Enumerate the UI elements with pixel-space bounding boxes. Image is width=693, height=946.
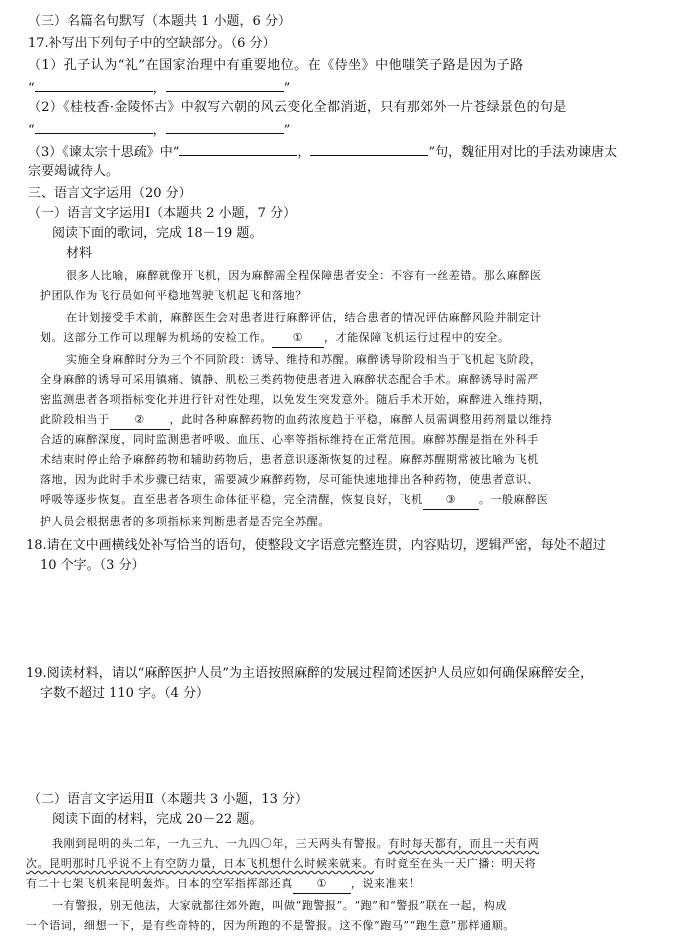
material-paragraph-3-line-9: 护人员会根据患者的多项指标来判断患者是否完全苏醒。: [40, 515, 330, 528]
question-17-title: 17.补写出下列句子中的空缺部分。（6 分）: [28, 36, 276, 51]
question-17-item-1: （1）孔子认为“礼”在国家治理中有重要地位。在《侍坐》中他嗤笑子路是因为子路: [28, 58, 524, 73]
text: 。一般麻醉医: [478, 493, 549, 506]
material-paragraph-1-line-1: 很多人比喻，麻醉就像开飞机，因为麻醉需全程保障患者安全：不容有一丝差错。那么麻醉医: [66, 269, 542, 282]
text: ，才能保障飞机运行过程中的安全。: [324, 331, 510, 344]
text: 此阶段相当于: [40, 413, 110, 426]
passage-paragraph-2-line-2: 一个语词，细想一下，是有些奇特的，因为所跑的不是警报。这不像“跑马”“跑生意”那样通顺。: [26, 919, 515, 932]
answer-blank[interactable]: [35, 78, 153, 92]
material-label: 材料: [66, 246, 93, 261]
passage-paragraph-1-line-3: [26, 874, 420, 894]
subsection-2-heading: （二）语言文字运用Ⅱ（本题共 3 小题，13 分）: [28, 792, 309, 807]
question-17-item-2: （2）《桂枝香·金陵怀古》中叙写六朝的风云变化全都消逝，只有那郊外一片苍绿景色的句是: [28, 100, 567, 115]
material-paragraph-1-line-2: 护团队作为飞行员如何平稳地驾驶飞机起飞和落地？: [40, 289, 307, 302]
text: 有二十七架飞机来昆明轰炸。日本的空军指挥部还真: [26, 877, 293, 890]
text: ，此时各种麻醉药物的血药浓度趋于平稳，麻醉人员需调整用药剂量以维持: [169, 413, 553, 426]
passage-blank-1[interactable]: ①: [293, 874, 351, 894]
wavy-underlined-text: 次。昆明那时几乎说不上有空防力量，日本飞机想什么时候来就来。: [26, 857, 374, 870]
subsection-1-instruction: 阅读下面的歌词，完成 18－19 题。: [52, 226, 263, 241]
subsection-1-heading: （一）语言文字运用Ⅰ（本题共 2 小题，7 分）: [28, 206, 297, 221]
question-19-line-1: 19.阅读材料，请以“麻醉医护人员”为主语按照麻醉的发展过程简述医护人员应如何确保麻醉安全，: [26, 666, 593, 681]
question-17-item-3: （3）《谏太宗十思疏》中“ ， ”句，魏征用对比的手法劝谏唐太: [28, 142, 617, 163]
question-17-item-2-blanks: “ ， ”: [28, 120, 290, 141]
text: 划。这部分工作可以理解为机场的安检工作。: [40, 331, 272, 344]
question-19-line-2: 字数不超过 110 字。（4 分）: [40, 686, 209, 701]
material-paragraph-3-line-1: 实施全身麻醉时分为三个不同阶段：诱导、维持和苏醒。麻醉诱导阶段相当于飞机起飞阶段，: [66, 353, 542, 366]
answer-blank[interactable]: [310, 142, 428, 156]
text: 我刚到昆明的头二年，一九三九、一九四〇年，三天两头有警报。: [52, 837, 389, 850]
question-18-answer-area[interactable]: [40, 580, 660, 660]
passage-paragraph-1-line-1: [52, 834, 539, 853]
item-3-text-b: ”句，魏征用对比的手法劝谏唐太: [428, 145, 618, 160]
material-paragraph-3-line-5: 合适的麻醉深度，同时监测患者呼吸、血压、心率等指标维持在正常范围。麻醉苏醒是指在外科手: [40, 433, 539, 446]
question-18-line-2: 10 个字。（3 分）: [40, 558, 145, 573]
passage-paragraph-2-line-1: 一有警报，别无他法，大家就都往郊外跑，叫做“跑警报”。“跑”和“警报”联在一起，构成: [52, 899, 507, 912]
material-paragraph-2-line-2: [40, 328, 510, 348]
blank-1[interactable]: ①: [272, 328, 324, 348]
answer-blank[interactable]: [35, 120, 153, 134]
material-paragraph-3-line-3: 密监测患者各项指标变化并进行针对性处理，以免发生突发意外。随后手术开始，麻醉进入维持期，: [40, 393, 551, 406]
question-17-item-3-cont: 宗要竭诚待人。: [28, 164, 120, 179]
text: 呼吸等逐步恢复。直至患者各项生命体征平稳，完全清醒，恢复良好，飞机: [40, 493, 423, 506]
question-17-item-1-blanks: “ ， ”: [28, 78, 290, 99]
text: ，说来准来！: [350, 877, 421, 890]
wavy-underlined-text: 有时每天都有，而且一天有两: [388, 837, 540, 850]
material-paragraph-3-line-7: 落地，因为此时手术步骤已结束，需要减少麻醉药物，尽可能快速地排出各种药物，使患者意识、: [40, 473, 539, 486]
answer-blank[interactable]: [166, 78, 284, 92]
question-19-answer-area[interactable]: [40, 708, 660, 786]
material-paragraph-3-line-2: 全身麻醉的诱导可采用镇痛、镇静、肌松三类药物使患者进入麻醉状态配合手术。麻醉诱导时需严: [40, 373, 539, 386]
answer-blank[interactable]: [166, 120, 284, 134]
section-famous-lines-heading: （三）名篇名句默写（本题共 1 小题，6 分）: [28, 14, 291, 29]
material-paragraph-3-line-6: 术结束时停止给予麻醉药物和辅助药物后，患者意识逐渐恢复的过程。麻醉苏醒期常被比喻为飞机: [40, 453, 539, 466]
material-paragraph-3-line-4: [40, 410, 552, 430]
subsection-2-instruction: 阅读下面的材料，完成 20－22 题。: [52, 812, 263, 827]
section-3-heading: 三、语言文字运用（20 分）: [28, 186, 192, 201]
answer-blank[interactable]: [179, 142, 297, 156]
material-paragraph-2-line-1: 在计划接受手术前，麻醉医生会对患者进行麻醉评估，结合患者的情况评估麻醉风险并制定计: [66, 311, 542, 324]
blank-3[interactable]: ③: [423, 490, 479, 510]
blank-2[interactable]: ②: [110, 410, 170, 430]
text: 有时竟至在头一天广播：明天将: [374, 857, 537, 870]
material-paragraph-3-line-8: [40, 490, 548, 510]
passage-paragraph-1-line-2: [26, 854, 536, 873]
item-3-text-a: （3）《谏太宗十思疏》中“: [28, 145, 180, 160]
question-18-line-1: 18.请在文中画横线处补写恰当的语句，使整段文字语意完整连贯，内容贴切，逻辑严密，每处不超过: [26, 538, 606, 553]
